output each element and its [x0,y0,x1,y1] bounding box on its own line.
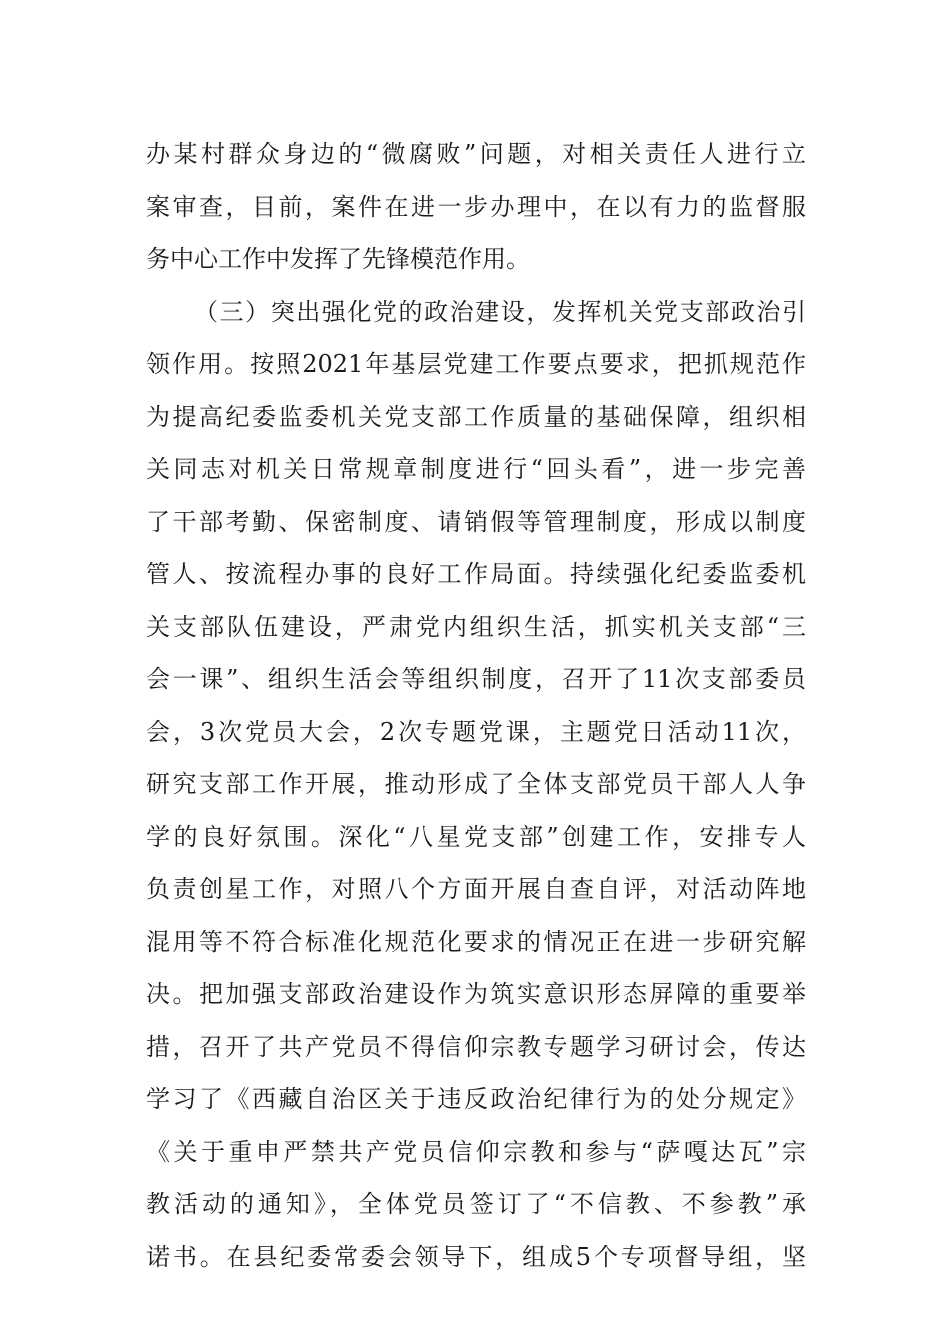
section-heading-line: （三）突出强化党的政治建设，发挥机关党支部政治引 [194,297,806,326]
text-line: 诺书。在县纪委常委会领导下，组成5个专项督导组，坚 [146,1242,806,1271]
text-line: 会一课”、组织生活会等组织制度，召开了11次支部委员 [146,665,806,693]
text-line: 办某村群众身边的“微腐败”问题，对相关责任人进行立 [146,140,806,168]
text-line: 务中心工作中发挥了先锋模范作用。 [146,245,530,273]
text-line: 教活动的通知》，全体党员签订了“不信教、不参教”承 [146,1190,806,1218]
text-line: 负责创星工作，对照八个方面开展自查自评，对活动阵地 [146,875,806,903]
text-line: 案审查，目前，案件在进一步办理中，在以有力的监督服 [146,192,806,221]
text-line: 关支部队伍建设，严肃党内组织生活，抓实机关支部“三 [146,612,806,641]
text-line: 决。把加强支部政治建设作为筑实意识形态屏障的重要举 [146,980,806,1008]
text-line: 学习了《西藏自治区关于违反政治纪律行为的处分规定》 [146,1085,806,1113]
text-line: 领作用。按照2021年基层党建工作要点要求，把抓规范作 [146,350,806,378]
text-line: 管人、按流程办事的良好工作局面。持续强化纪委监委机 [146,560,806,588]
text-line: 措，召开了共产党员不得信仰宗教专题学习研讨会，传达 [146,1032,806,1061]
text-line: 了干部考勤、保密制度、请销假等管理制度，形成以制度 [146,507,806,536]
text-line: 为提高纪委监委机关党支部工作质量的基础保障，组织相 [146,402,806,431]
text-line: 混用等不符合标准化规范化要求的情况正在进一步研究解 [146,927,806,956]
text-line: 关同志对机关日常规章制度进行“回头看”，进一步完善 [146,455,806,483]
text-line: 会，3次党员大会，2次专题党课，主题党日活动11次， [146,717,806,746]
text-line: 学的良好氛围。深化“八星党支部”创建工作，安排专人 [146,822,806,851]
body-text [146,128,806,1283]
text-line: 《关于重申严禁共产党员信仰宗教和参与“萨嘎达瓦”宗 [146,1137,806,1166]
text-line: 研究支部工作开展，推动形成了全体支部党员干部人人争 [146,770,806,798]
